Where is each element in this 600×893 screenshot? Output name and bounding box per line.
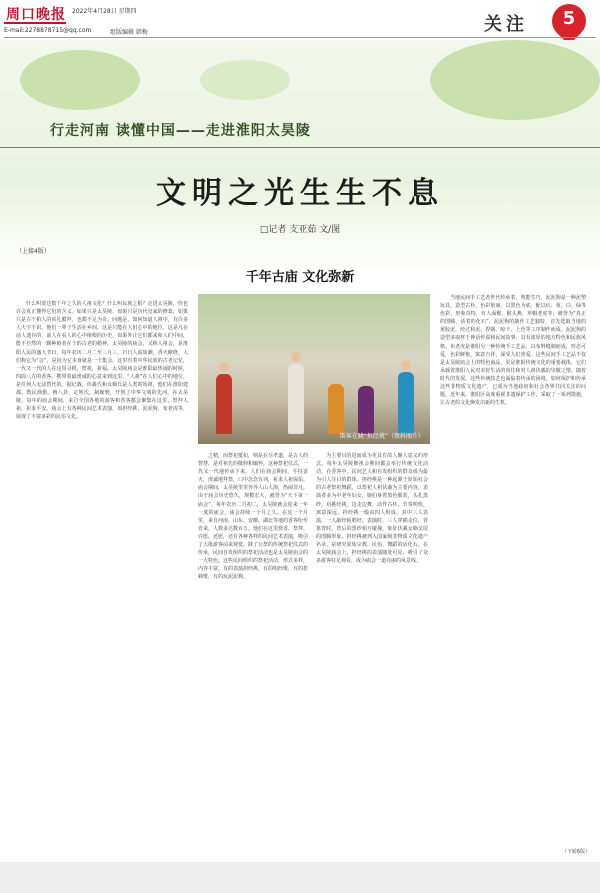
article-photo bbox=[198, 294, 430, 444]
photo-figure-head bbox=[401, 360, 411, 370]
masthead bbox=[0, 0, 600, 40]
article-headline: 文明之光生生不息 bbox=[156, 176, 444, 211]
photo-figure bbox=[328, 384, 344, 434]
issue-date: 2022年4月28日 星期四 bbox=[72, 8, 137, 15]
photo-figure bbox=[288, 364, 304, 434]
article-column-2: 之精，而祭祀抵扣，则是在尽孝道，是古人的智慧，是对祖先的敬仰和缅怀。这种祭祀仪式，一代又一代地传承下来。人们在庙会期间，手持香火，虔诚地拜祭，口中念念有词，祈求人祖保佑。庙会期间，太昊陵里里外外人山人海，热闹非凡。由于庙会历史悠久，规模宏大，被誉为“天下第一庙会”。每年农历二月初二，太昊陵就会迎来一年一度的庙会，庙会持续一个月之久。在这一个月里，来自河南、山东、安徽、湖北等地的香客纷至沓来，人数多达数百万。他们在这里烧香、祭拜、许愿、还愿，还有各种各样的民间艺术表演，吸引了大批游客前来观赏。除了公祭的传统祭祀仪式的传承，民间自发组织的祭祀活动也是太昊陵庙会的一大特色。这些民间组织的祭祀活动，形式多样，内容丰富，有的表演担经挑，有的唱经歌，有的扭秧歌，有的玩泥泥狗。 bbox=[198, 453, 308, 581]
continued-to-note: （下转6版） bbox=[561, 849, 590, 855]
page-number: 5 bbox=[562, 8, 576, 29]
photo-figure-head bbox=[219, 362, 229, 372]
masthead-rule bbox=[4, 37, 596, 38]
hero-banner bbox=[0, 40, 600, 275]
article-column-3: 为主要目的进而成为更具有故人聚人意义的形式。每年太昊陵朝祖会期间都会举行传统文化活动，在香客中，民间艺人和自发组织的群众成为最为引人注目的群体。担经挑是一种起源于原始社会的古老祭祀舞蹈，以祭祀人祖伏羲为主要内容，表演者多为中老年妇女，她们身着黑色服装，头扎黑纱，肩挑经挑，边走边舞，动作古朴，节奏明快，寓意深远。担经挑一般由四人组成，其中三人表演，一人敲经板唱经。表演时，三人穿插走位，背靠背时，背后的黑纱相互碰撞，象征伏羲女娲交尾的图腾形象。担经挑被列入国家级非物质文化遗产名录，是研究原始宗教、民俗、舞蹈的活化石。在太昊陵庙会上，担经挑的表演随处可见，吸引了众多游客驻足观看，成为庙会一道亮丽的风景线。 bbox=[316, 453, 428, 565]
continued-from-note: （上接4版） bbox=[16, 248, 50, 255]
kicker-underline bbox=[0, 147, 600, 148]
foliage-decoration bbox=[430, 40, 600, 120]
photo-figure bbox=[358, 386, 374, 434]
newspaper-logo: 周口晚报 bbox=[6, 7, 66, 23]
photo-caption: 斯客在跳“担经挑”（资料图片） bbox=[339, 433, 424, 440]
article-subhead: 千年古庙 文化弥新 bbox=[245, 270, 355, 285]
article-column-1: 什么叫宽达数千年之久的人祖文化？什么叫民族之根？走进太昊陵，你也许会真正懂得它们的含义。如果只是太昊陵，如果只是历代皇家的修葺，如果只是古干柏人的顶礼膜拜，也都不足为奇。问题是，如何知道人祖中，有许多人大字不识，他们一辈子生活在乡间，这是只能在人们心中的地位，这是凡在前人遗存的，前人在看人的心中植根的历史，如果外让它们都来和人们中间，能不自然的一颗种植者在个的古老的精神。太昊陵的庙会，又称人祖会，是淮阳人民的盛大节日，每年农历二月二至三月三，日日人流如潮，香火缭绕。人们称它为“会”，是因为它本身就是一个集会。这里有着中华民族的古老记忆，一代又一代的人在这里寻根，祭祖，祈福。太昊陵庙会是淮阳最热闹的时候，四面八方的香客，携带着最虔诚的心意来到这里。“人祖”在人们心中的地位，是任何人无法替代的。据记载，伏羲氏和女娲氏是人类的始祖，他们在淮阳建都，教民渔猎，画八卦，定姓氏，制嫁娶，开创了中华文明的先河。在太昊陵，每年的庙会期间，来自全国各地的游客和香客都会聚集在这里，祭拜人祖，祈求平安。庙会上有各种民间艺术表演，如担经挑、泥泥狗、布老虎等，展现了丰富多彩的民俗文化。 bbox=[16, 301, 188, 421]
section-title: 关注 bbox=[484, 14, 528, 35]
photo-figure bbox=[216, 374, 232, 434]
photo-figure-head bbox=[291, 352, 301, 362]
photo-figure bbox=[398, 372, 414, 434]
layout-editor: 组版编辑 韩梅 bbox=[110, 29, 148, 36]
contact-email: E-mail:2278878715@qq.com bbox=[4, 27, 92, 34]
foliage-decoration bbox=[200, 60, 290, 100]
article-column-4: 当地民间手工艺者世代传承着，熟能生巧，泥泥狗是一种泥塑玩具，造型古朴，色彩艳丽，以黑色为底，配以红、黄、白、绿等色彩，形象奇特，有人面猴、猴头燕、草帽老虎等，被誉为“真正的图腾，活着的化石”。泥泥狗的制作工艺独特，首先选取当地的黄胶泥，经过和泥、捏制、晾干、上色等工序制作而成。泥泥狗的造型多取材于神话传说和民间故事，具有浓厚的地方特色和民族风格。布老虎是淮阳另一种传统手工艺品，以布料缝制而成，形态可爱，色彩鲜艳，寓意吉祥，深受人们喜爱。这些民间手工艺品不仅是太昊陵庙会上的特色商品，更是淮阳传统文化的重要载体，它们承载着淮阳人民对美好生活的向往和对人祖伏羲的崇敬之情。随着时代的发展，这些传统技艺也面临着传承的困境，如何保护和传承这些非物质文化遗产，已成为当地政府和社会各界共同关注的问题。近年来，淮阳区高度重视非遗保护工作，采取了一系列措施，让古老的文化焕发出新的生机。 bbox=[440, 295, 586, 407]
foliage-decoration bbox=[20, 50, 140, 110]
article-kicker: 行走河南 读懂中国——走进淮阳太昊陵 bbox=[50, 123, 311, 139]
article-byline: □记者 支亚茹 文/图 bbox=[259, 225, 341, 235]
page-footer bbox=[0, 862, 600, 893]
